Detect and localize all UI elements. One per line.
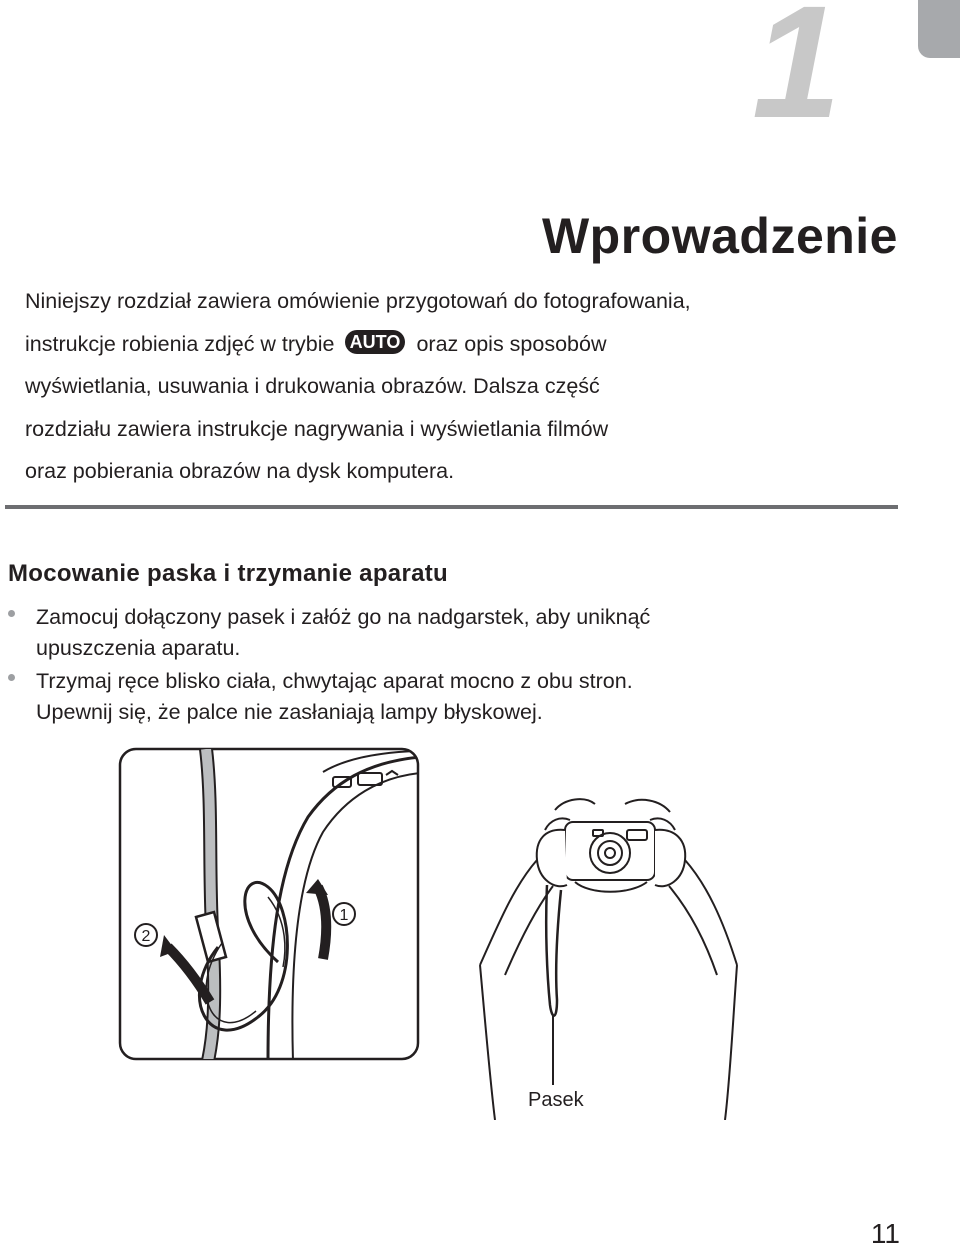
- intro-line: rozdziału zawiera instrukcje nagrywania i wyświetlania filmów: [25, 416, 609, 441]
- bullet-icon: [8, 674, 15, 681]
- auto-icon-label: AUTO: [350, 331, 401, 352]
- list-item: [8, 602, 908, 664]
- strap-attach-illustration: [118, 747, 420, 1061]
- person-holding-camera-illustration: [475, 790, 745, 1120]
- bullet-text: Zamocuj dołączony pasek i załóż go na nadgarstek, aby uniknąć: [36, 605, 651, 629]
- intro-line: Niniejszy rozdział zawiera omówienie przygotowań do fotografowania,: [25, 289, 691, 313]
- list-item: [8, 666, 908, 728]
- chapter-tab: [918, 0, 960, 58]
- bullet-icon: [8, 610, 15, 617]
- section-divider: [5, 505, 898, 509]
- intro-line-text: oraz opis sposobów: [416, 331, 607, 356]
- bullet-text: upuszczenia aparatu.: [36, 636, 241, 660]
- intro-line: wyświetlania, usuwania i drukowania obrazów. Dalsza część: [25, 374, 600, 398]
- intro-line: oraz pobierania obrazów na dysk komputera.: [25, 459, 455, 483]
- strap-caption: Pasek: [528, 1089, 584, 1111]
- section-heading: Mocowanie paska i trzymanie aparatu: [8, 560, 448, 587]
- bullet-text: Upewnij się, że palce nie zasłaniają lampy błyskowej.: [36, 700, 543, 724]
- step2-label: 2: [141, 928, 151, 945]
- intro-line-text: instrukcje robienia zdjęć w trybie: [25, 331, 335, 356]
- page-number: 11: [870, 1218, 900, 1249]
- chapter-number: 1: [752, 0, 841, 151]
- bullet-text: Trzymaj ręce blisko ciała, chwytając aparat mocno z obu stron.: [36, 669, 633, 693]
- intro-paragraph: [25, 280, 915, 493]
- intro-line: [25, 323, 915, 366]
- chapter-title: Wprowadzenie: [541, 208, 898, 264]
- auto-mode-icon: [344, 329, 406, 355]
- bullet-list: [8, 602, 908, 730]
- step1-label: 1: [339, 907, 349, 924]
